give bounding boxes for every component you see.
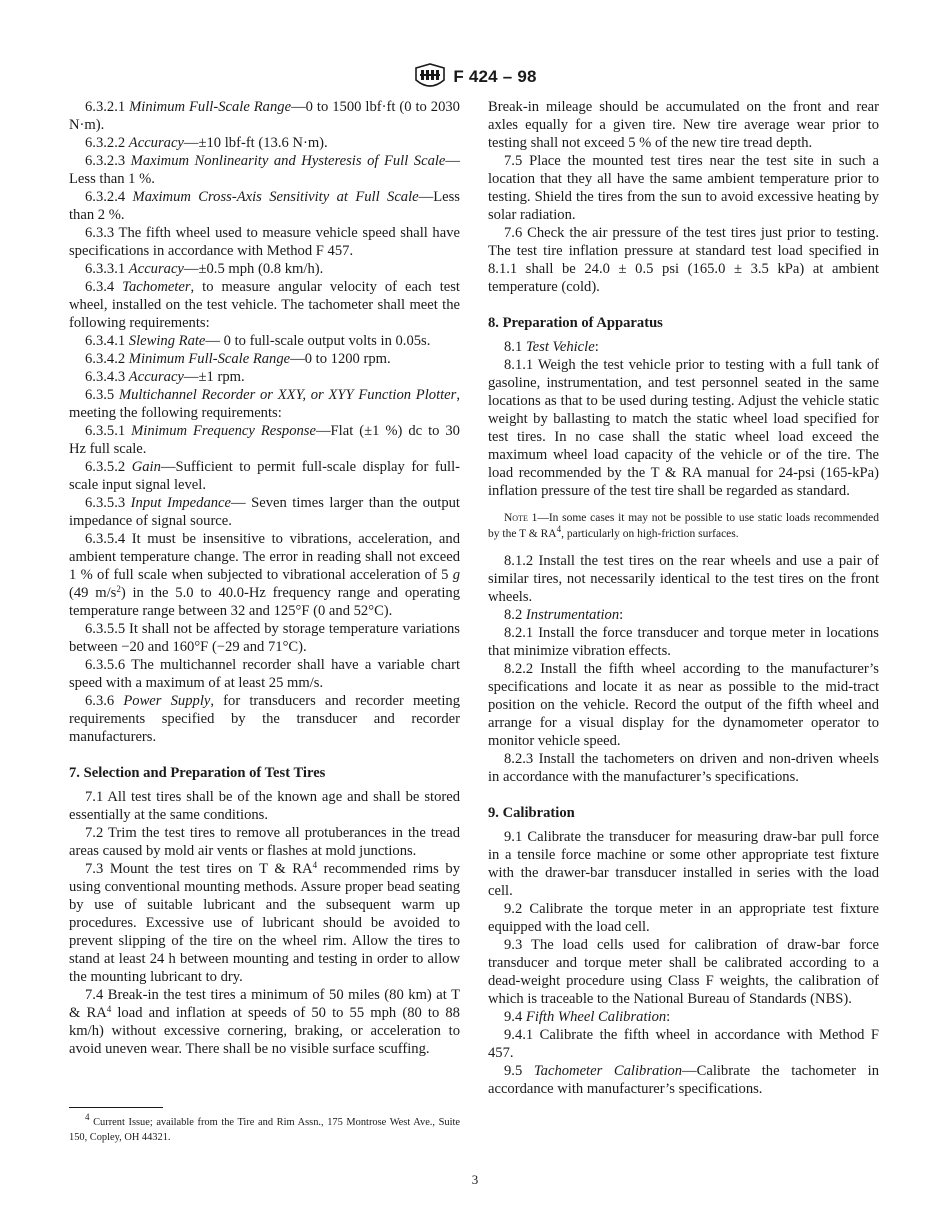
paragraph-7-3: 7.3 Mount the test tires on T & $RA^4$ recommended rims by using conventional mounting methods. Assure proper bead seating by use of suitable lubricant and the subsequent warm up procedures. Excessive use of lubricant should be avoided to prevent slipping of the tire on the wheel rim. Allow the tires to stand at least 24 h between mounting and testing in order to allow the mounting lubricant to dry. [69,860,460,985]
paragraph-6-3-2-3: 6.3.2.3 Maximum Nonlinearity and Hysteresis of Full Scale—Less than 1 %. [69,153,460,187]
note-1: Note 1—In some cases it may not be possible to use static loads recommended by the T & $RA^4$, particularly on high-friction surfaces. [488,512,879,540]
paragraph-6-3-4-3: 6.3.4.3 Accuracy—±1 rpm. [85,369,245,385]
paragraph-6-3-5-1: 6.3.5.1 Minimum Frequency Response—Flat (±1 %) dc to 30 Hz full scale. [69,423,460,457]
paragraph-6-3-5-4: 6.3.5.4 It must be insensitive to vibrations, acceleration, and ambient temperature change. The error in reading shall not exceed 1 % of full scale when subjected to vibrational acceleration of 5 g (49 $m/s^2$) in the 5.0 to 40.0-Hz frequency range and operating temperature range between 32 and 125°F (0 and 52°C). [69,531,460,619]
right-column [488,98,879,1098]
paragraph-6-3-5-5: 6.3.5.5 It shall not be affected by storage temperature variations between −20 and 160°F (−29 and 71°C). [69,621,460,655]
paragraph-8-2: 8.2 Instrumentation: [504,607,624,623]
paragraph-6-3-2-2: 6.3.2.2 Accuracy—±10 lbf-ft (13.6 N·m). [85,135,328,151]
paragraph-9-1: 9.1 Calibrate the transducer for measuring draw-bar pull force in a tensile force machine or some other appropriate test fixture with the drawer-bar transducer installed in series with the load cell. [488,829,879,899]
paragraph-7-4: 7.4 Break-in the test tires a minimum of 50 miles (80 km) at T & $RA^4$ load and inflation at speeds of 50 to 55 mph (80 to 88 km/h) without excessive cornering, braking, or acceleration to avoid uneven wear. There shall be no visible surface scuffing. [69,987,460,1057]
paragraph-7-6: 7.6 Check the air pressure of the test tires just prior to testing. The test tire inflation pressure at standard test load specified in 8.1.1 shall be 24.0 ± 0.5 psi (165.0 ± 3.5 kPa) at ambient temperature (cold). [488,225,879,295]
paragraph-8-1-2: 8.1.2 Install the test tires on the rear wheels and use a pair of similar tires, not necessarily identical to the test tires on the front wheels. [488,553,879,605]
paragraph-9-5: 9.5 Tachometer Calibration—Calibrate the tachometer in accordance with manufacturer’s specifications. [488,1063,879,1097]
paragraph-6-3-3-1: 6.3.3.1 Accuracy—±0.5 mph (0.8 km/h). [85,261,324,277]
section-9-heading: 9. Calibration [488,805,575,821]
paragraph-9-2: 9.2 Calibrate the torque meter in an appropriate test fixture equipped with the load cell. [488,901,879,935]
astm-logo-icon [413,62,447,92]
section-8-heading: 8. Preparation of Apparatus [488,315,663,331]
paragraph-6-3-3: 6.3.3 The fifth wheel used to measure vehicle speed shall have specifications in accordance with Method F 457. [69,225,460,259]
paragraph-7-4-continued: Break-in mileage should be accumulated on the front and rear axles equally for a given tire. New tire average wear prior to testing shall not exceed 5 % of the new tire tread depth. [488,99,879,151]
paragraph-9-4: 9.4 Fifth Wheel Calibration: [504,1009,671,1025]
paragraph-6-3-6: 6.3.6 Power Supply, for transducers and recorder meeting requirements specified by the transducer and recorder manufacturers. [69,693,460,745]
paragraph-6-3-4-2: 6.3.4.2 Minimum Full-Scale Range—0 to 1200 rpm. [85,351,391,367]
paragraph-6-3-2-1: 6.3.2.1 Minimum Full-Scale Range—0 to 1500 lbf·ft (0 to 2030 N·m). [69,99,460,133]
paragraph-8-1: 8.1 Test Vehicle: [504,339,599,355]
paragraph-6-3-5: 6.3.5 Multichannel Recorder or XXY, or XYY Function Plotter, meeting the following requirements: [69,387,460,421]
paragraph-6-3-4-1: 6.3.4.1 Slewing Rate— 0 to full-scale output volts in 0.05s. [85,333,431,349]
page-header [0,62,950,92]
paragraph-9-3: 9.3 The load cells used for calibration of draw-bar force transducer and torque meter shall be calibrated according to a dead-weight procedure using Class F weights, the calibration of which is traceable to the National Bureau of Standards (NBS). [488,937,879,1007]
paragraph-6-3-2-4: 6.3.2.4 Maximum Cross-Axis Sensitivity at Full Scale—Less than 2 %. [69,189,460,223]
standard-designation: F 424 – 98 [453,67,537,86]
paragraph-9-4-1: 9.4.1 Calibrate the fifth wheel in accordance with Method F 457. [488,1027,879,1061]
paragraph-7-1: 7.1 All test tires shall be of the known age and shall be stored essentially at the same conditions. [69,789,460,823]
left-column [69,98,460,1058]
paragraph-8-2-3: 8.2.3 Install the tachometers on driven and non-driven wheels in accordance with the manufacturer’s specifications. [488,751,879,785]
paragraph-6-3-5-6: 6.3.5.6 The multichannel recorder shall have a variable chart speed with a maximum of at least 25 mm/s. [69,657,460,691]
page-number: 3 [471,1172,479,1187]
paragraph-7-5: 7.5 Place the mounted test tires near the test site in such a location that they all have the same ambient temperature prior to testing. Shield the tires from the sun to avoid excessive heating by solar radiation. [488,153,879,223]
paragraph-8-1-1: 8.1.1 Weigh the test vehicle prior to testing with a full tank of gasoline, instrumentation, and test personnel seated in the same locations as that to be used during testing. Adjust the vehicle static weight by ballasting to match the static wheel load specified for test tires. In no case shall the static wheel load exceed the maximum wheel load capacity of the vehicle or of the tire. The load recommended by the T & RA manual for 24-psi (165-kPa) inflation pressure of the test tire shall be regarded as standard. [488,357,879,499]
paragraph-6-3-5-2: 6.3.5.2 Gain—Sufficient to permit full-scale display for full-scale input signal level. [69,459,460,493]
section-7-heading: 7. Selection and Preparation of Test Tires [69,765,326,781]
footnote-rule [69,1107,163,1108]
paragraph-7-2: 7.2 Trim the test tires to remove all protuberances in the tread areas caused by mold air vents or flashes at mold junctions. [69,825,460,859]
paragraph-6-3-4: 6.3.4 Tachometer, to measure angular velocity of each test wheel, installed on the test vehicle. The tachometer shall meet the following requirements: [69,279,460,331]
footnote-4: $^4$ Current Issue; available from the Tire and Rim Assn., 175 Montrose West Ave., Suite 150, Copley, OH 44321. [69,1112,460,1143]
paragraph-8-2-2: 8.2.2 Install the fifth wheel according to the manufacturer’s specifications and locate it as near as possible to the mid-tract position on the vehicle. Record the output of the fifth wheel and arrange for a visual display for the dynamometer operator to monitor vehicle speed. [488,661,879,749]
paragraph-6-3-5-3: 6.3.5.3 Input Impedance— Seven times larger than the output impedance of signal source. [69,495,460,529]
paragraph-8-2-1: 8.2.1 Install the force transducer and torque meter in locations that minimize vibration effects. [488,625,879,659]
